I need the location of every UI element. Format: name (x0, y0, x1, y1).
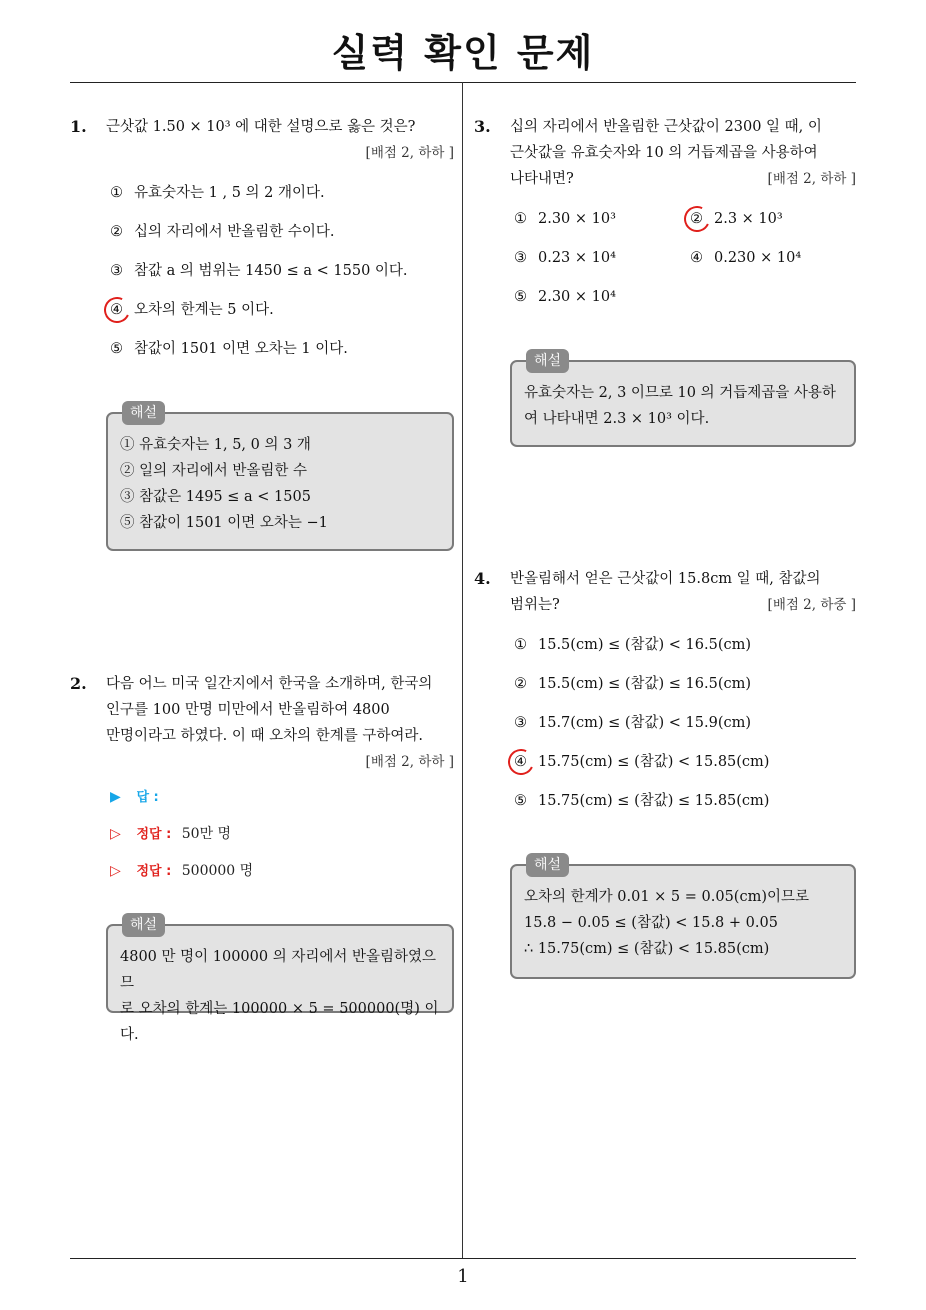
explanation-line: ③ 참값은 1495 ≤ a < 1505 (120, 489, 311, 505)
choice-3[interactable] (110, 258, 454, 297)
choice-1[interactable] (514, 632, 856, 671)
choice-3[interactable] (514, 710, 856, 749)
triangle-arrow-icon: ▷ (110, 826, 121, 842)
triangle-arrow-icon: ▷ (110, 863, 121, 879)
explanation-line: ⑤ 참값이 1501 이면 오차는 −1 (120, 515, 328, 531)
explanation-line: 4800 만 명이 100000 의 자리에서 반올림하였으므 (120, 949, 437, 991)
choice-2[interactable] (514, 671, 856, 710)
choice-marker: ② (110, 224, 123, 240)
choice-5[interactable] (514, 788, 856, 827)
question-line: 근삿값을 유효숫자와 10 의 거듭제곱을 사용하여 (510, 145, 818, 161)
explanation-box-1 (106, 405, 454, 551)
choice-marker: ④ (514, 749, 538, 775)
question-number: 4. (474, 569, 491, 588)
question-2 (70, 671, 454, 775)
choice-list (110, 180, 454, 375)
choice-list (514, 632, 856, 827)
explanation-tag: 해설 (122, 913, 165, 937)
answer-label: 답 : (136, 790, 159, 805)
correct-value: 500000 명 (181, 863, 254, 879)
choice-text: 0.23 × 10⁴ (538, 250, 616, 266)
question-4 (474, 566, 856, 827)
choice-marker: ④ (110, 297, 134, 323)
top-rule (70, 82, 856, 83)
question-line: 반올림해서 얻은 근삿값이 15.8cm 일 때, 참값의 (510, 571, 821, 587)
question-number: 3. (474, 117, 491, 136)
choice-text: 15.5(cm) ≤ (참값) ≤ 16.5(cm) (538, 676, 752, 692)
correct-label: 정답 : (136, 827, 172, 842)
choice-4-selected[interactable] (110, 297, 454, 336)
choice-text: 2.30 × 10⁴ (538, 289, 616, 305)
choice-marker: ⑤ (514, 793, 527, 809)
explanation-line: 유효숫자는 2, 3 이므로 10 의 거듭제곱을 사용하 (524, 385, 836, 401)
choice-text: 참값이 1501 이면 오차는 1 이다. (134, 341, 348, 357)
choice-text: 오차의 한계는 5 이다. (134, 302, 274, 318)
choice-marker: ⑤ (110, 341, 123, 357)
page-number: 1 (457, 1266, 469, 1287)
choice-4[interactable] (690, 245, 866, 271)
explanation-box-2 (106, 917, 454, 1043)
score-label: [배점 2, 하하 ] (365, 754, 454, 770)
question-line: 나타내면? (510, 171, 574, 187)
correct-label: 정답 : (136, 864, 172, 879)
choice-text: 15.7(cm) ≤ (참값) < 15.9(cm) (538, 715, 752, 731)
choice-marker: ③ (514, 715, 527, 731)
question-1 (70, 114, 454, 375)
correct-answer-row (110, 822, 440, 859)
choice-2[interactable] (110, 219, 454, 258)
explanation-line: 오차의 한계가 0.01 × 5 = 0.05(cm)이므로 (524, 889, 809, 905)
question-line: 인구를 100 만명 미만에서 반올림하여 4800 (106, 702, 390, 718)
choice-marker: ② (690, 206, 714, 232)
explanation-line: 로 오차의 한계는 100000 × 5 = 500000(명) 이다. (120, 1001, 439, 1043)
choice-2-selected[interactable] (690, 206, 866, 232)
choice-text: 유효숫자는 1 , 5 의 2 개이다. (134, 185, 325, 201)
choice-1[interactable] (514, 206, 690, 232)
question-number: 2. (70, 674, 87, 693)
choice-grid (514, 206, 856, 310)
correct-answer-row (110, 859, 440, 896)
explanation-tag: 해설 (526, 853, 569, 877)
explanation-line: 여 나타내면 2.3 × 10³ 이다. (524, 411, 710, 427)
choice-1[interactable] (110, 180, 454, 219)
score-label: [배점 2, 하하 ] (767, 171, 856, 187)
choice-marker: ④ (690, 250, 703, 266)
explanation-box-4 (510, 857, 856, 979)
choice-5[interactable] (514, 284, 690, 310)
choice-text: 15.75(cm) ≤ (참값) < 15.85(cm) (538, 754, 770, 770)
score-label: [배점 2, 하하 ] (365, 145, 454, 161)
explanation-line: ① 유효숫자는 1, 5, 0 의 3 개 (120, 437, 311, 453)
question-line: 범위는? (510, 597, 560, 613)
question-text: 근삿값 1.50 × 10³ 에 대한 설명으로 옳은 것은? (106, 119, 416, 135)
choice-marker: ③ (110, 263, 123, 279)
choice-4-selected[interactable] (514, 749, 856, 788)
explanation-box-3 (510, 353, 856, 447)
question-line: 다음 어느 미국 일간지에서 한국을 소개하며, 한국의 (106, 676, 433, 692)
answer-row[interactable] (110, 785, 440, 822)
question-line: 만명이라고 하였다. 이 때 오차의 한계를 구하여라. (106, 728, 424, 744)
page-title: 실력 확인 문제 (331, 31, 595, 75)
choice-text: 2.3 × 10³ (714, 211, 783, 227)
choice-marker: ① (110, 185, 123, 201)
choice-marker: ① (514, 637, 527, 653)
question-line: 십의 자리에서 반올림한 근삿값이 2300 일 때, 이 (510, 119, 822, 135)
question-3 (474, 114, 856, 310)
choice-3[interactable] (514, 245, 690, 271)
column-divider (462, 82, 463, 1258)
question-number: 1. (70, 117, 87, 136)
choice-text: 15.75(cm) ≤ (참값) ≤ 15.85(cm) (538, 793, 770, 809)
score-label: [배점 2, 하중 ] (767, 597, 856, 613)
bottom-rule (70, 1258, 856, 1259)
choice-text: 참값 a 의 범위는 1450 ≤ a < 1550 이다. (134, 263, 408, 279)
choice-marker: ③ (514, 250, 527, 266)
choice-marker: ⑤ (514, 289, 527, 305)
choice-marker: ① (514, 211, 527, 227)
answer-area (110, 785, 440, 896)
choice-text: 십의 자리에서 반올림한 수이다. (134, 224, 335, 240)
explanation-tag: 해설 (122, 401, 165, 425)
explanation-tag: 해설 (526, 349, 569, 373)
choice-text: 15.5(cm) ≤ (참값) < 16.5(cm) (538, 637, 752, 653)
choice-text: 0.230 × 10⁴ (714, 250, 802, 266)
choice-marker: ② (514, 676, 527, 692)
correct-value: 50만 명 (181, 826, 232, 842)
explanation-line: ∴ 15.75(cm) ≤ (참값) < 15.85(cm) (524, 941, 770, 957)
play-arrow-icon: ▶ (110, 789, 121, 805)
explanation-line: 15.8 − 0.05 ≤ (참값) < 15.8 + 0.05 (524, 915, 778, 931)
choice-5[interactable] (110, 336, 454, 375)
explanation-line: ② 일의 자리에서 반올림한 수 (120, 463, 308, 479)
choice-text: 2.30 × 10³ (538, 211, 616, 227)
